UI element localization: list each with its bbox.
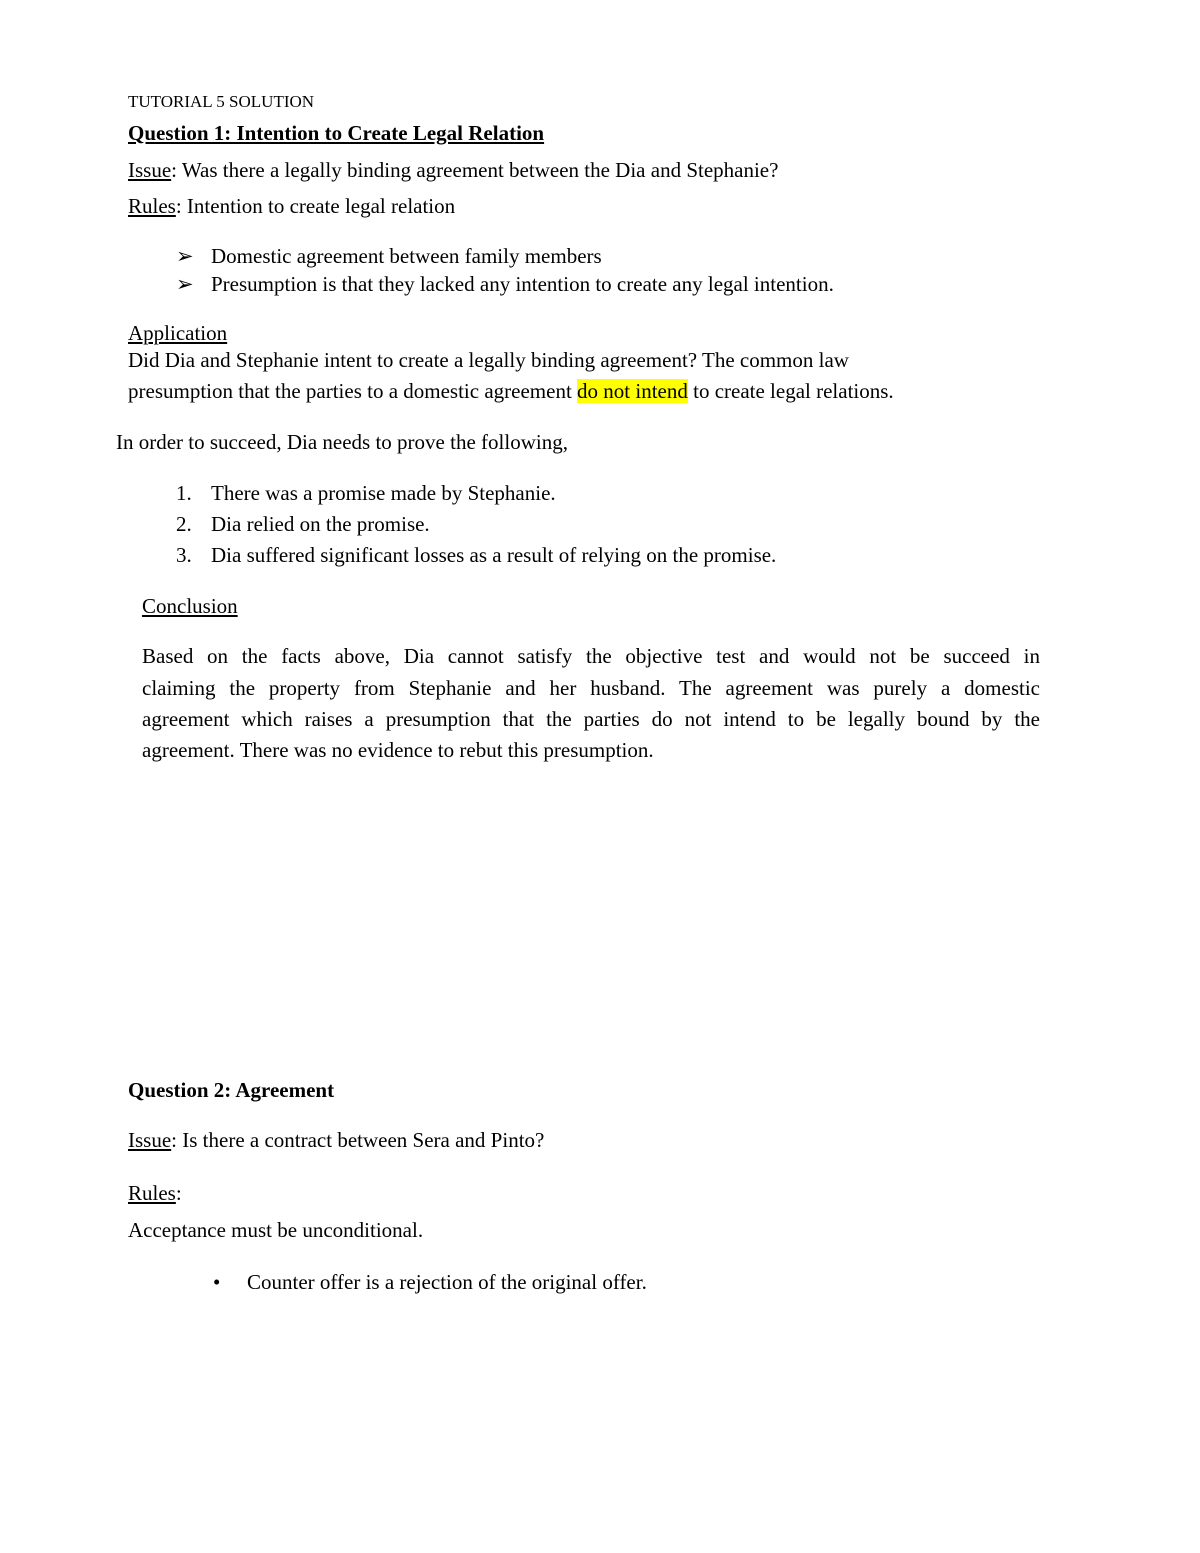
- q1-bullet-1: Domestic agreement between family members: [211, 244, 602, 268]
- q1-prove-intro: In order to succeed, Dia needs to prove the following,: [116, 430, 568, 454]
- q2-rules: [128, 1181, 182, 1206]
- q1-numbered-item-2: Dia relied on the promise.: [211, 512, 430, 536]
- q1-issue-text: : Was there a legally binding agreement between the Dia and Stephanie?: [171, 158, 779, 182]
- q1-conclusion-line-4: agreement. There was no evidence to rebut this presumption.: [142, 738, 654, 762]
- q1-rules: [128, 194, 455, 219]
- q2-issue-label: Issue: [128, 1128, 172, 1152]
- q1-number-marker-1: 1.: [176, 481, 192, 505]
- q1-rules-text: : Intention to create legal relation: [175, 194, 456, 218]
- q2-rules-label: Rules: [128, 1181, 176, 1205]
- highlighted-text: do not intend: [577, 379, 688, 403]
- q1-conclusion-line-3: agreement which raises a presumption that the parties do not intend to be legally bound by the: [142, 707, 1040, 731]
- q2-bullet-1: Counter offer is a rejection of the original offer.: [247, 1270, 647, 1294]
- q1-conclusion-label: Conclusion: [142, 594, 238, 618]
- q2-rules-text: :: [175, 1181, 182, 1205]
- q1-application-label: Application: [128, 321, 228, 345]
- q2-issue-text: : Is there a contract between Sera and Pinto?: [171, 1128, 545, 1152]
- q2-issue: [128, 1128, 544, 1153]
- q2-acceptance: Acceptance must be unconditional.: [128, 1218, 424, 1242]
- q1-issue-label: Issue: [128, 158, 172, 182]
- q1-application-line-2: [128, 379, 894, 404]
- q1-issue: [128, 158, 778, 183]
- question-2-heading: Question 2: Agreement: [128, 1078, 335, 1102]
- question-1-heading: Question 1: Intention to Create Legal Relation: [128, 121, 545, 145]
- q1-bullet-marker-1: ➢: [176, 244, 194, 268]
- q1-numbered-item-3: Dia suffered significant losses as a result of relying on the promise.: [211, 543, 777, 567]
- q1-application-line-1: Did Dia and Stephanie intent to create a legally binding agreement? The common law: [128, 348, 849, 372]
- q1-application-line-2-pre: presumption that the parties to a domestic agreement: [128, 379, 578, 403]
- q1-conclusion-line-2: claiming the property from Stephanie and her husband. The agreement was purely a domestic: [142, 676, 1040, 700]
- q1-bullet-2: Presumption is that they lacked any intention to create any legal intention.: [211, 272, 834, 296]
- q1-conclusion-line-1: Based on the facts above, Dia cannot satisfy the objective test and would not be succeed in: [142, 644, 1040, 668]
- q1-bullet-marker-2: ➢: [176, 272, 194, 296]
- q1-application-line-2-post: to create legal relations.: [687, 379, 894, 403]
- q1-numbered-item-1: There was a promise made by Stephanie.: [211, 481, 556, 505]
- q1-rules-label: Rules: [128, 194, 176, 218]
- q1-number-marker-3: 3.: [176, 543, 192, 567]
- q1-number-marker-2: 2.: [176, 512, 192, 536]
- q2-bullet-marker-1: •: [213, 1270, 221, 1294]
- doc-title: TUTORIAL 5 SOLUTION: [128, 92, 315, 111]
